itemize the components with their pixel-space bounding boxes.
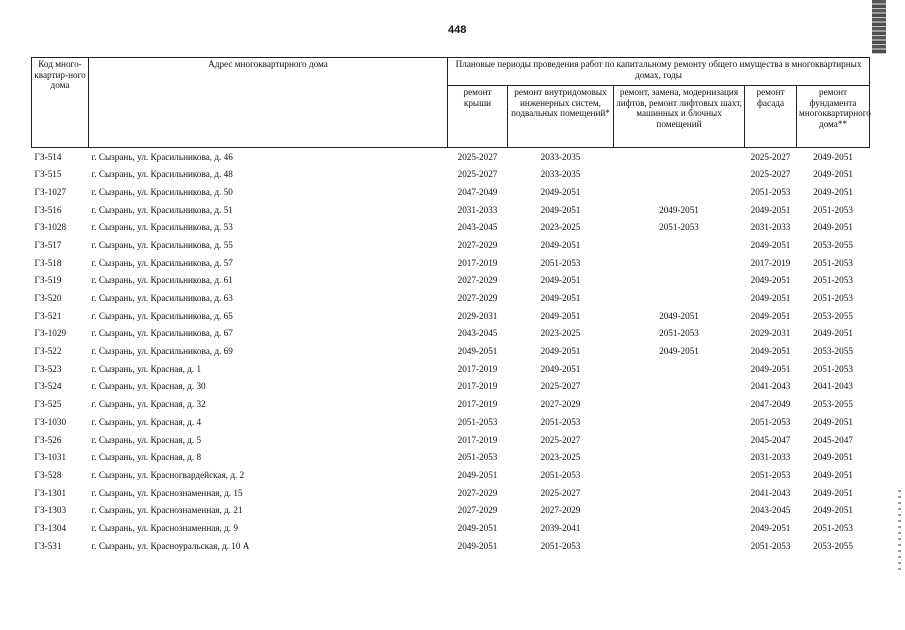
cell-lifts [614,537,745,555]
table-row [32,166,870,184]
cell-code: ГЗ-523 [34,363,62,374]
cell-systems: 2023-2025 [540,452,581,463]
cell-systems: 2025-2027 [540,381,581,392]
cell-foundation: 2051-2053 [813,522,853,533]
cell-foundation: 2051-2053 [813,204,853,215]
schedule-table [31,57,870,555]
cell-code: ГЗ-1301 [34,487,67,498]
table-row [32,254,870,272]
cell-roof: 2027-2029 [457,275,498,286]
cell-code: ГЗ-1303 [34,505,67,516]
cell-foundation: 2051-2053 [813,275,853,286]
cell-address: г. Сызрань, ул. Краснознаменная, д. 9 [91,522,238,533]
cell-facade: 2031-2033 [750,222,791,233]
cell-systems: 2049-2051 [540,204,581,215]
cell-address: г. Сызрань, ул. Красильникова, д. 53 [91,222,233,233]
table-row [32,519,870,537]
cell-code: ГЗ-521 [34,310,62,321]
table-row [32,183,870,201]
cell-systems: 2033-2035 [540,151,581,162]
table-row [32,396,870,414]
cell-code: ГЗ-524 [34,381,62,392]
table-row [32,537,870,555]
cell-foundation: 2045-2047 [813,434,853,445]
cell-roof: 2017-2019 [457,399,498,410]
cell-foundation: 2053-2055 [813,399,853,410]
cell-foundation: 2051-2053 [813,257,853,268]
table-body [32,148,870,555]
cell-lifts [614,519,745,537]
cell-address: г. Сызрань, ул. Красильникова, д. 67 [91,328,233,339]
cell-code: ГЗ-1030 [34,416,67,427]
cell-facade: 2051-2053 [750,416,791,427]
cell-systems: 2049-2051 [540,363,581,374]
table-row [32,148,870,166]
cell-systems: 2039-2041 [540,522,581,533]
cell-foundation: 2049-2051 [813,487,853,498]
cell-facade: 2051-2053 [750,469,791,480]
cell-lifts [614,166,745,184]
cell-facade: 2051-2053 [750,540,791,551]
scan-artifact-edge [898,490,901,570]
cell-foundation: 2049-2051 [813,151,853,162]
cell-systems: 2025-2027 [540,434,581,445]
cell-address: г. Сызрань, ул. Красильникова, д. 51 [91,204,233,215]
cell-facade: 2029-2031 [750,328,791,339]
cell-facade: 2047-2049 [750,399,791,410]
header-foundation: ремонт фундамента многоквартирного дома** [797,86,870,148]
cell-foundation: 2049-2051 [813,169,853,180]
cell-foundation: 2051-2053 [813,293,853,304]
cell-foundation: 2049-2051 [813,469,853,480]
cell-foundation: 2041-2043 [813,381,853,392]
cell-lifts [614,396,745,414]
cell-roof: 2017-2019 [457,381,498,392]
cell-facade: 2041-2043 [750,487,791,498]
cell-code: ГЗ-520 [34,293,62,304]
cell-roof: 2047-2049 [457,186,498,197]
cell-systems: 2027-2029 [540,399,581,410]
header-code: Код много-квартир-ного дома [32,58,89,148]
cell-address: г. Сызрань, ул. Красноуральская, д. 10 А [91,540,250,551]
cell-lifts [614,413,745,431]
header-periods-group: Плановые периоды проведения работ по капитальному ремонту общего имущества в многоквартирных домах, годы [448,58,870,86]
cell-facade: 2049-2051 [750,363,791,374]
table-row [32,431,870,449]
cell-address: г. Сызрань, ул. Красная, д. 5 [91,434,202,445]
cell-code: ГЗ-1031 [34,452,67,463]
table-row [32,290,870,308]
cell-foundation: 2053-2055 [813,346,853,357]
cell-systems: 2049-2051 [540,239,581,250]
cell-facade: 2049-2051 [750,310,791,321]
cell-facade: 2049-2051 [750,239,791,250]
cell-lifts [614,290,745,308]
cell-roof: 2031-2033 [457,204,498,215]
header-systems: ремонт внутридомовых инженерных систем, подвальных помещений* [508,86,614,148]
cell-foundation: 2049-2051 [813,222,853,233]
cell-roof: 2027-2029 [457,505,498,516]
cell-lifts [614,272,745,290]
cell-address: г. Сызрань, ул. Красная, д. 32 [91,399,206,410]
cell-lifts [614,449,745,467]
cell-roof: 2043-2045 [457,222,498,233]
cell-code: ГЗ-518 [34,257,62,268]
cell-lifts [614,502,745,520]
cell-systems: 2033-2035 [540,169,581,180]
cell-foundation: 2053-2055 [813,310,853,321]
cell-roof: 2025-2027 [457,169,498,180]
cell-systems: 2049-2051 [540,293,581,304]
cell-facade: 2025-2027 [750,151,791,162]
cell-lifts: 2049-2051 [659,204,699,215]
cell-roof: 2043-2045 [457,328,498,339]
cell-address: г. Сызрань, ул. Красногвардейская, д. 2 [91,469,245,480]
cell-facade: 2017-2019 [750,257,791,268]
cell-lifts: 2051-2053 [659,328,699,339]
table-row [32,272,870,290]
cell-lifts: 2049-2051 [659,310,699,321]
cell-systems: 2049-2051 [540,310,581,321]
cell-lifts: 2049-2051 [659,346,699,357]
header-roof: ремонт крыши [448,86,508,148]
cell-code: ГЗ-1027 [34,186,67,197]
cell-roof: 2025-2027 [457,151,498,162]
cell-address: г. Сызрань, ул. Красильникова, д. 48 [91,169,233,180]
cell-facade: 2049-2051 [750,275,791,286]
cell-systems: 2027-2029 [540,505,581,516]
table-row [32,343,870,361]
cell-address: г. Сызрань, ул. Красная, д. 4 [91,416,202,427]
cell-lifts [614,466,745,484]
cell-systems: 2051-2053 [540,416,581,427]
table-row [32,360,870,378]
cell-address: г. Сызрань, ул. Красильникова, д. 55 [91,239,233,250]
scan-artifact [872,0,886,54]
table-row [32,484,870,502]
table-row [32,449,870,467]
cell-code: ГЗ-516 [34,204,62,215]
table-row [32,466,870,484]
cell-foundation: 2049-2051 [813,328,853,339]
cell-systems: 2049-2051 [540,186,581,197]
cell-facade: 2049-2051 [750,204,791,215]
cell-systems: 2051-2053 [540,540,581,551]
cell-roof: 2017-2019 [457,363,498,374]
cell-systems: 2023-2025 [540,328,581,339]
cell-foundation: 2049-2051 [813,186,853,197]
cell-roof: 2049-2051 [457,346,498,357]
cell-lifts [614,148,745,166]
cell-code: ГЗ-517 [34,239,62,250]
cell-code: ГЗ-528 [34,469,62,480]
cell-facade: 2041-2043 [750,381,791,392]
cell-foundation: 2049-2051 [813,416,853,427]
cell-roof: 2027-2029 [457,293,498,304]
cell-facade: 2049-2051 [750,522,791,533]
cell-code: ГЗ-525 [34,399,62,410]
cell-address: г. Сызрань, ул. Красная, д. 30 [91,381,206,392]
cell-systems: 2049-2051 [540,346,581,357]
cell-roof: 2027-2029 [457,487,498,498]
cell-address: г. Сызрань, ул. Краснознаменная, д. 15 [91,487,243,498]
cell-roof: 2027-2029 [457,239,498,250]
cell-roof: 2049-2051 [457,540,498,551]
table-row [32,413,870,431]
cell-lifts [614,183,745,201]
cell-lifts [614,378,745,396]
cell-foundation: 2049-2051 [813,452,853,463]
cell-code: ГЗ-1029 [34,328,67,339]
cell-code: ГЗ-515 [34,169,62,180]
cell-roof: 2051-2053 [457,452,498,463]
cell-address: г. Сызрань, ул. Красная, д. 1 [91,363,202,374]
cell-lifts: 2051-2053 [659,222,699,233]
cell-lifts [614,254,745,272]
cell-facade: 2043-2045 [750,505,791,516]
cell-systems: 2025-2027 [540,487,581,498]
cell-address: г. Сызрань, ул. Красильникова, д. 69 [91,346,233,357]
cell-code: ГЗ-514 [34,151,62,162]
cell-roof: 2051-2053 [457,416,498,427]
cell-code: ГЗ-531 [34,540,62,551]
cell-lifts [614,431,745,449]
cell-address: г. Сызрань, ул. Красильникова, д. 63 [91,293,233,304]
cell-systems: 2051-2053 [540,257,581,268]
cell-lifts [614,236,745,254]
cell-code: ГЗ-1028 [34,222,67,233]
cell-lifts [614,484,745,502]
header-facade: ремонт фасада [745,86,797,148]
cell-code: ГЗ-519 [34,275,62,286]
cell-roof: 2017-2019 [457,257,498,268]
cell-address: г. Сызрань, ул. Красильникова, д. 61 [91,275,233,286]
cell-address: г. Сызрань, ул. Красильникова, д. 57 [91,257,233,268]
cell-code: ГЗ-526 [34,434,62,445]
cell-address: г. Сызрань, ул. Красильникова, д. 50 [91,186,233,197]
cell-roof: 2029-2031 [457,310,498,321]
cell-roof: 2049-2051 [457,469,498,480]
table-row [32,236,870,254]
cell-roof: 2049-2051 [457,522,498,533]
cell-address: г. Сызрань, ул. Красная, д. 8 [91,452,202,463]
cell-systems: 2049-2051 [540,275,581,286]
table-row [32,219,870,237]
cell-foundation: 2049-2051 [813,505,853,516]
cell-address: г. Сызрань, ул. Красильникова, д. 65 [91,310,233,321]
cell-facade: 2049-2051 [750,346,791,357]
cell-facade: 2051-2053 [750,186,791,197]
cell-code: ГЗ-1304 [34,522,67,533]
table-row [32,201,870,219]
capital-repair-table [31,57,869,555]
table-row [32,378,870,396]
cell-roof: 2017-2019 [457,434,498,445]
cell-facade: 2045-2047 [750,434,791,445]
cell-systems: 2051-2053 [540,469,581,480]
cell-foundation: 2051-2053 [813,363,853,374]
cell-facade: 2031-2033 [750,452,791,463]
cell-facade: 2025-2027 [750,169,791,180]
cell-systems: 2023-2025 [540,222,581,233]
table-row [32,325,870,343]
header-address: Адрес многоквартирного дома [89,58,448,148]
cell-foundation: 2053-2055 [813,540,853,551]
cell-foundation: 2053-2055 [813,239,853,250]
cell-facade: 2049-2051 [750,293,791,304]
table-row [32,502,870,520]
cell-address: г. Сызрань, ул. Красильникова, д. 46 [91,151,233,162]
page-number: 448 [448,24,467,36]
cell-address: г. Сызрань, ул. Краснознаменная, д. 21 [91,505,243,516]
header-lifts: ремонт, замена, модернизация лифтов, ремонт лифтовых шахт, машинных и блочных помещений [614,86,745,148]
cell-code: ГЗ-522 [34,346,62,357]
table-row [32,307,870,325]
cell-lifts [614,360,745,378]
